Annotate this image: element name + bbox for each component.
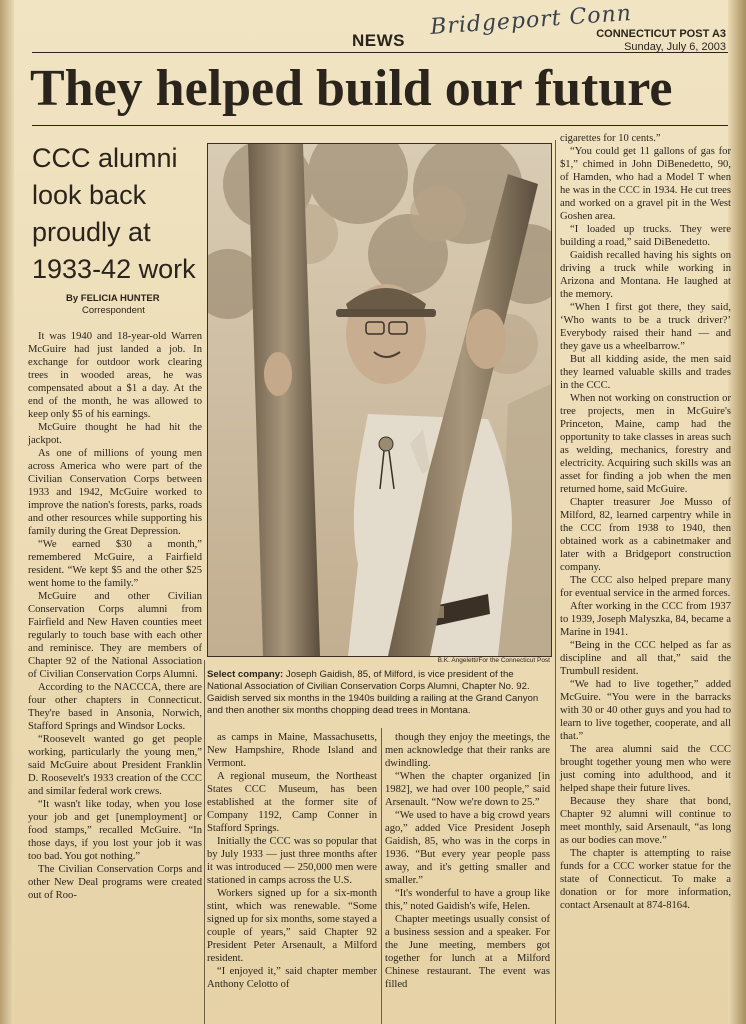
article-paragraph: “We used to have a big crowd years ago,” added Vice President Joseph Gaidish, 85, who was in the corps in 1936. “But every year people pass away, and it's getting smaller and smaller.” xyxy=(385,810,550,886)
byline-role: Correspondent xyxy=(82,305,145,316)
article-column-2 xyxy=(207,731,377,991)
article-paragraph: When not working on construction or tree projects, men in McGuire's Princeton, Maine, camp had the opportunity to take classes in areas such as welding, mechanics, forestry and electricity. Acquiring such skills was an asset for finding a job when the men returned home, said McGuire. xyxy=(560,393,731,495)
publication-date: Sunday, July 6, 2003 xyxy=(624,41,726,53)
article-paragraph: A regional museum, the Northeast States CCC Museum, has been established at the former site of Company 1192, Camp Conner in Stafford Springs. xyxy=(207,771,377,834)
byline xyxy=(66,293,206,317)
article-paragraph: The Civilian Conservation Corps and other New Deal programs were created out of Roo- xyxy=(28,864,202,901)
article-paragraph: Initially the CCC was so popular that by July 1933 — just three months after it was introduced — 250,000 men were stationed in camps across the U.S. xyxy=(207,836,377,886)
paper-edge-left xyxy=(0,0,14,1024)
article-paragraph: cigarettes for 10 cents.” xyxy=(560,133,661,144)
caption-lead: Select company: xyxy=(207,669,284,680)
article-paragraph: It was 1940 and 18-year-old Warren McGuire had just landed a job. In exchange for outdoor work clearing trees in wooded areas, he was compensated about a $1 a day. At the end of the month, he was allowed to keep only $5 of his earnings. xyxy=(28,331,202,420)
article-paragraph: But all kidding aside, the men said they learned valuable skills and trades in the CCC. xyxy=(560,354,731,391)
top-rule xyxy=(32,52,728,53)
article-paragraph: “You could get 11 gallons of gas for $1,” chimed in John DiBenedetto, 90, of Hamden, who had a Model T when he was in the CCC in 1934. He cut trees and worked on a gravel pit in the West Goshen area. xyxy=(560,146,731,222)
article-paragraph: though they enjoy the meetings, the men acknowledge that their ranks are dwindling. xyxy=(385,732,550,769)
photo-credit: B.K. Angeletti/For the Connecticut Post xyxy=(437,657,550,664)
photo-caption xyxy=(207,669,549,717)
column-divider xyxy=(381,728,382,1024)
masthead xyxy=(596,28,726,54)
article-paragraph: “It wasn't like today, when you lose your job and get [unemployment] or food stamps,” recalled McGuire. “In those days, if you lost your job it was too bad. You got nothing.” xyxy=(28,799,202,862)
article-paragraph: Because they share that bond, Chapter 92 alumni will continue to meet monthly, said Arsenault, “as long as our bodies can move.” xyxy=(560,796,731,846)
article-paragraph: The chapter is attempting to raise funds for a CCC worker statue for the state of Connecticut. To make a donation or for more information, contact Arsenault at 874-8164. xyxy=(560,848,731,911)
subhead: CCC alumni look back proudly at 1933-42 work xyxy=(32,143,196,284)
article-paragraph: As one of millions of young men across America who were part of the Civilian Conservation Corps between 1933 and 1942, McGuire worked to improve the nation's forests, parks, roads and other resources while supporting his family during the Great Depression. xyxy=(28,448,202,537)
article-paragraph: “We had to live together,” added McGuire. “You were in the barracks with 30 or 40 other guys and you had to learn to live together, cooperate, and all that.” xyxy=(560,679,731,742)
article-paragraph: as camps in Maine, Massachusetts, New Hampshire, Rhode Island and Vermont. xyxy=(207,732,377,769)
article-paragraph: The CCC also helped prepare many for eventual service in the armed forces. xyxy=(560,575,731,599)
article-paragraph: The area alumni said the CCC brought together young men who were just coming into adulthood, and it helped shape their future lives. xyxy=(560,744,731,794)
article-column-1 xyxy=(28,330,202,902)
article-paragraph: “Being in the CCC helped as far as discipline and all that,” said the Trumbull resident. xyxy=(560,640,731,677)
photo-image xyxy=(208,144,551,656)
article-paragraph: After working in the CCC from 1937 to 1939, Joseph Malyszka, 84, became a Marine in 1941. xyxy=(560,601,731,638)
article-paragraph: Gaidish recalled having his sights on driving a truck while working in Arizona and Montana. He laughed at the memory. xyxy=(560,250,731,300)
article-paragraph: “We earned $30 a month,” remembered McGuire, a Fairfield resident. “We kept $5 and the other $25 went home to the family.” xyxy=(28,539,202,589)
article-paragraph: Chapter treasurer Joe Musso of Milford, 82, learned carpentry while in the CCC from 1938 to 1940, then obtained work as a cabinetmaker and later with a Bridgeport construction company. xyxy=(560,497,731,573)
caption-text: Joseph Gaidish, 85, of Milford, is vice president of the National Association of Civilian Conservation Corps Alumni, Chapter No. 92. Gaidish served six months in the 1940s building a railing at the Grand Canyon and then another six months chopping dead trees in Montana. xyxy=(207,669,539,716)
article-paragraph: “I enjoyed it,” said chapter member Anthony Celotto of xyxy=(207,966,377,990)
column-divider xyxy=(555,140,556,1024)
article-paragraph: “I loaded up trucks. They were building a road,” said DiBenedetto. xyxy=(560,224,731,248)
article-paragraph: McGuire and other Civilian Conservation Corps alumni from Fairfield and New Haven counties meet regularly to touch base with each other and reminisce. They are members of Chapter 92 of the National Association of Civilian Conservation Corps Alumni. xyxy=(28,591,202,680)
section-label: NEWS xyxy=(352,31,405,50)
article-paragraph: McGuire thought he had hit the jackpot. xyxy=(28,422,202,446)
article-paragraph: “Roosevelt wanted go get people working, particularly the young men,” said McGuire about President Franklin D. Roosevelt's 1933 creation of the CCC and similar federal work crews. xyxy=(28,734,202,797)
handwritten-note: Bridgeport Conn xyxy=(429,0,633,41)
article-paragraph: “When I first got there, they said, ‘Who wants to be a truck driver?’ Everybody raised their hand — and they gave us a wheelbarrow.” xyxy=(560,302,731,352)
article-paragraph: Chapter meetings usually consist of a business session and a speaker. For the June meeting, members got together for lunch at a Milford Chinese restaurant. The event was filled xyxy=(385,914,550,990)
byline-author: By FELICIA HUNTER xyxy=(66,293,160,304)
headline: They helped build our future xyxy=(30,60,673,117)
article-column-3 xyxy=(385,731,550,991)
article-photo xyxy=(207,143,552,657)
article-paragraph: According to the NACCCA, there are four other chapters in Connecticut. They're based in Ansonia, Norwich, Stafford Springs and Windsor Locks. xyxy=(28,682,202,732)
article-column-4 xyxy=(560,132,731,912)
article-paragraph: Workers signed up for a six-month stint, which was renewable. “Some signed up for six months, some stayed a couple of years,” said Chapter 92 President Peter Arsenault, a Milford resident. xyxy=(207,888,377,964)
article-paragraph: “It's wonderful to have a group like this,” noted Gaidish's wife, Helen. xyxy=(385,888,550,912)
column-divider xyxy=(204,660,205,1024)
publication-name: CONNECTICUT POST A3 xyxy=(596,28,726,40)
headline-rule xyxy=(32,125,728,126)
article-paragraph: “When the chapter organized [in 1982], we had over 100 people,” said Arsenault. “Now we're down to 25.” xyxy=(385,771,550,808)
